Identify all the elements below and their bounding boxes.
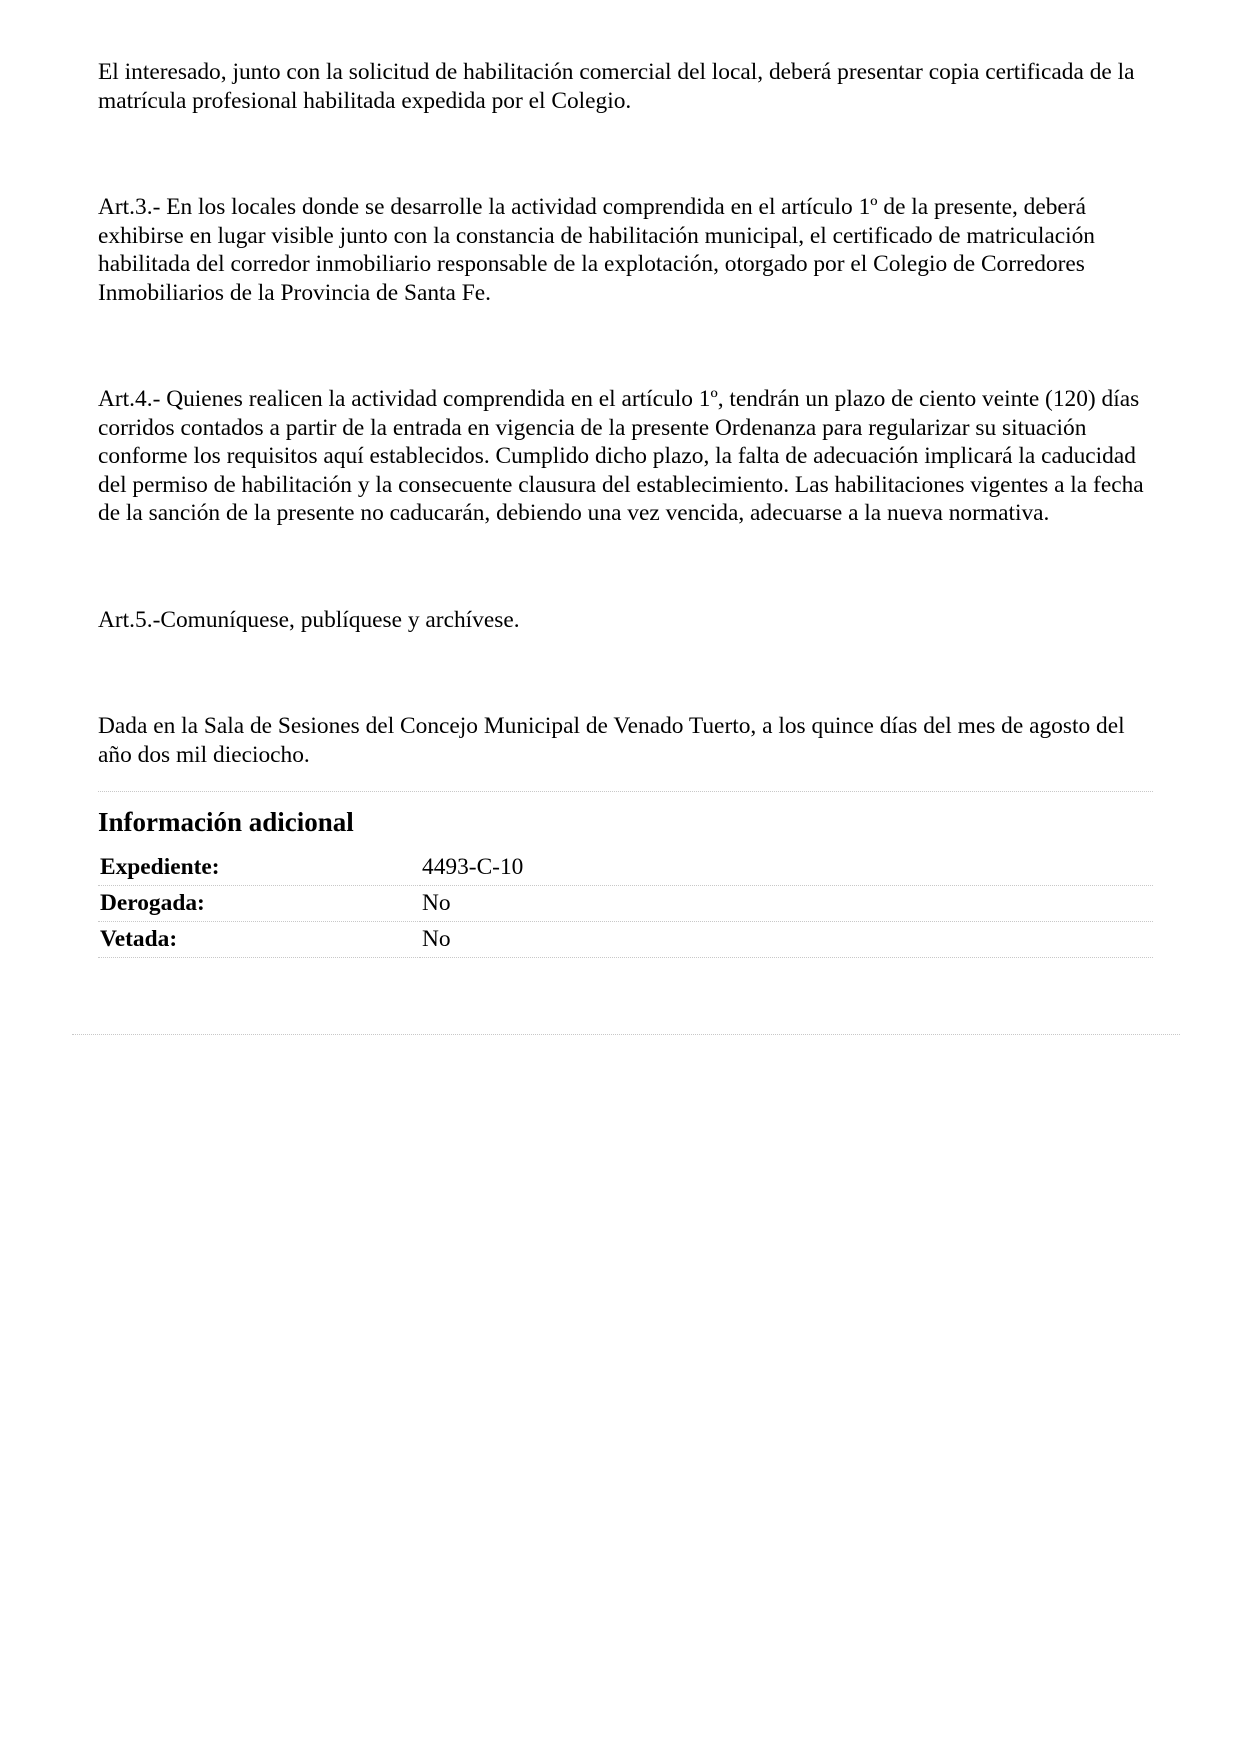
article-5: Art.5.-Comuníquese, publíquese y archívese. [98,606,520,633]
vetada-value: No [420,922,1153,958]
table-row [98,886,1153,922]
derogada-label: Derogada: [98,886,420,922]
paragraph-habilitacion: El interesado, junto con la solicitud de habilitación comercial del local, deberá presentar copia certificada de la matrícula profesional habilitada expedida por el Colegio. [98,59,1135,114]
section-divider [98,791,1153,792]
closing-paragraph: Dada en la Sala de Sesiones del Concejo Municipal de Venado Tuerto, a los quince días del mes de agosto del año dos mil dieciocho. [98,713,1125,768]
expediente-value: 4493-C-10 [420,850,1153,886]
vetada-label: Vetada: [98,922,420,958]
table-row [98,850,1153,886]
article-3: Art.3.- En los locales donde se desarrolle la actividad comprendida en el artículo 1º de la presente, deberá exhibirse en lugar visible junto con la constancia de habilitación municipal, el certificado de matriculación habilitada del corredor inmobiliario responsable de la explotación, otorgado por el Colegio de Corredores Inmobiliarios de la Provincia de Santa Fe. [98,194,1095,306]
article-4: Art.4.- Quienes realicen la actividad comprendida en el artículo 1º, tendrán un plazo de ciento veinte (120) días corridos contados a partir de la entrada en vigencia de la presente Ordenanza para regularizar su situación conforme los requisitos aquí establecidos. Cumplido dicho plazo, la falta de adecuación implicará la caducidad del permiso de habilitación y la consecuente clausura del establecimiento. Las habilitaciones vigentes a la fecha de la sanción de la presente no caducarán, debiendo una vez vencida, adecuarse a la nueva normativa. [98,386,1144,526]
table-row [98,922,1153,958]
expediente-label: Expediente: [98,850,420,886]
document-body [98,58,1153,958]
additional-info-title: Información adicional [98,807,354,837]
page-bottom-divider [72,1034,1180,1035]
derogada-value: No [420,886,1153,922]
additional-info-table [98,850,1153,958]
